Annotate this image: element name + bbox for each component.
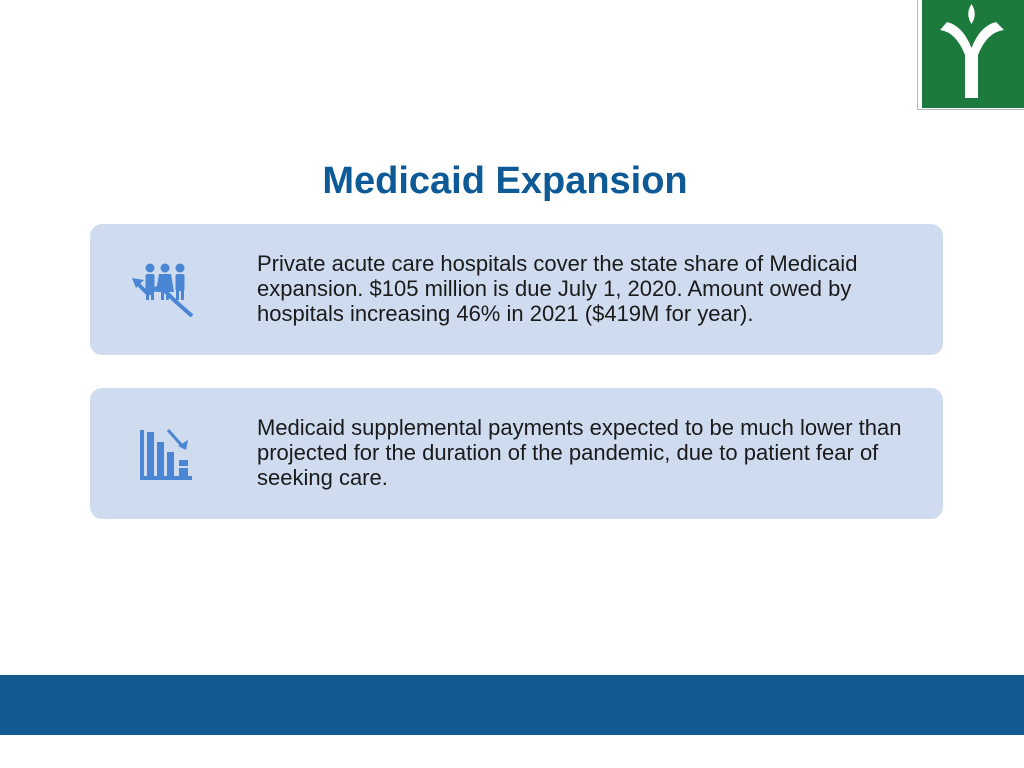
footer-bar xyxy=(0,675,1024,735)
organization-logo xyxy=(917,0,1024,110)
decreasing-bar-chart-icon xyxy=(130,418,202,490)
slide-title: Medicaid Expansion xyxy=(322,160,688,202)
card-text: Private acute care hospitals cover the state share of Medicaid expansion. $105 million is due July 1, 2020. Amount owed by hospitals increasing 46% in 2021 ($419M for year). xyxy=(257,251,858,326)
logo-mark-icon xyxy=(918,0,1024,110)
people-decline-icon xyxy=(130,254,202,326)
info-card xyxy=(90,224,943,355)
card-text: Medicaid supplemental payments expected to be much lower than projected for the duration of the pandemic, due to patient fear of seeking care. xyxy=(257,415,902,490)
info-card xyxy=(90,388,943,519)
